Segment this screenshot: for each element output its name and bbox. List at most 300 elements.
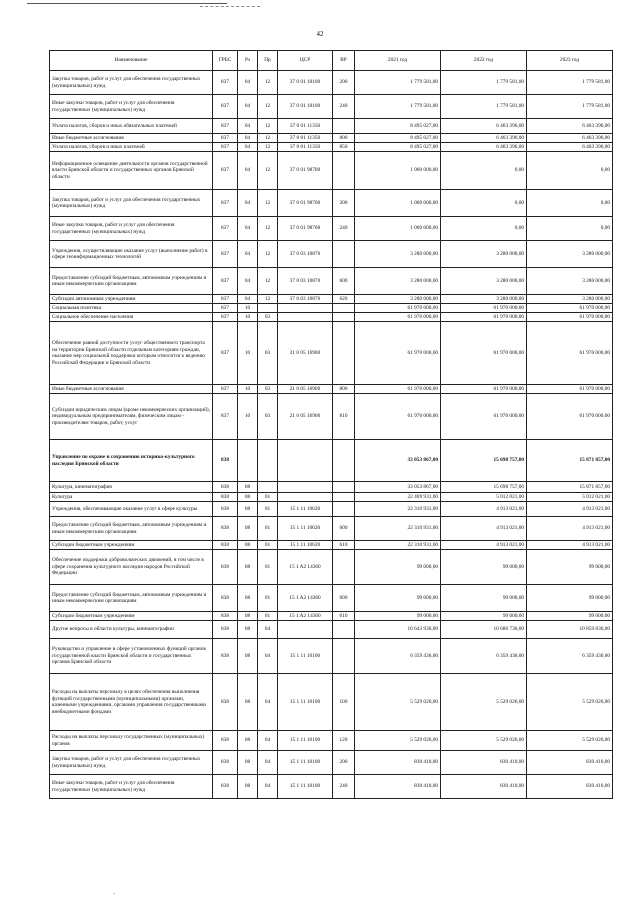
table-row (50, 268, 613, 295)
row-amount-2021: 99 000,00 (355, 612, 441, 621)
row-amount-2021: 22 310 931,00 (355, 541, 441, 550)
table-row (50, 612, 613, 621)
row-name: Расходы на выплаты персоналу в целях обеспечения выполнения функций государственными (муниципальными) органами, казенными учреждениями, органами управления государственными внебюджетными фондами (50, 674, 213, 731)
row-csr: 15 1 11 10100 (278, 674, 333, 731)
table-row (50, 304, 613, 313)
row-pr: 01 (258, 493, 278, 502)
row-csr: 15 1 11 10100 (278, 775, 333, 799)
row-amount-2023: 0,00 (527, 190, 613, 217)
row-amount-2022: 5 529 026,00 (441, 674, 527, 731)
row-amount-2021: 1 000 000,00 (355, 217, 441, 241)
row-vr: 620 (333, 295, 355, 304)
row-vr: 610 (333, 541, 355, 550)
header-name: Наименование (50, 51, 213, 71)
row-name: Иные бюджетные ассигнования (50, 385, 213, 394)
row-rz: 04 (238, 152, 258, 190)
row-pr: 04 (258, 639, 278, 674)
row-rz: 08 (238, 541, 258, 550)
row-csr: 37 0 01 98700 (278, 152, 333, 190)
row-grbs: 838 (213, 517, 238, 541)
row-rz: 08 (238, 517, 258, 541)
row-amount-2021: 33 053 867,00 (355, 482, 441, 493)
row-amount-2023: 3 280 000,00 (527, 241, 613, 268)
table-row (50, 517, 613, 541)
row-name: Иные закупки товаров, работ и услуг для обеспечения государственных (муниципальных) нужд (50, 775, 213, 799)
row-csr: 37 0 03 10870 (278, 241, 333, 268)
top-edge-dashed-rule (200, 6, 260, 7)
row-pr: 12 (258, 143, 278, 152)
row-pr: 04 (258, 621, 278, 639)
row-vr (333, 502, 355, 517)
row-amount-2022: 3 280 000,00 (441, 295, 527, 304)
row-name: Учреждения, обеспечивающие оказание услуг в сфере культуры (50, 502, 213, 517)
row-amount-2021: 1 000 000,00 (355, 152, 441, 190)
row-amount-2021: 830 410,00 (355, 775, 441, 799)
row-name: Уплата налогов, сборов и иных платежей (50, 143, 213, 152)
row-pr: 04 (258, 674, 278, 731)
row-amount-2021: 61 970 000,00 (355, 322, 441, 385)
row-csr: 37 0 01 11350 (278, 119, 333, 134)
table-row (50, 313, 613, 322)
row-amount-2022: 61 970 000,00 (441, 394, 527, 440)
row-amount-2023: 5 529 026,00 (527, 731, 613, 751)
row-grbs: 838 (213, 751, 238, 775)
table-row (50, 134, 613, 143)
row-vr: 240 (333, 775, 355, 799)
row-vr (333, 119, 355, 134)
row-grbs: 837 (213, 385, 238, 394)
row-name: Социальное обеспечение населения (50, 313, 213, 322)
row-vr (333, 322, 355, 385)
row-grbs: 838 (213, 493, 238, 502)
table-row (50, 639, 613, 674)
row-rz: 08 (238, 482, 258, 493)
row-pr: 03 (258, 322, 278, 385)
row-amount-2022: 6 359 436,00 (441, 639, 527, 674)
row-grbs: 837 (213, 304, 238, 313)
row-vr (333, 639, 355, 674)
row-amount-2023: 0,00 (527, 152, 613, 190)
row-grbs: 838 (213, 585, 238, 612)
row-amount-2022: 3 280 000,00 (441, 241, 527, 268)
row-pr: 01 (258, 517, 278, 541)
row-pr: 12 (258, 95, 278, 119)
row-name: Уплата налогов, сборов и иных обязательных платежей (50, 119, 213, 134)
row-amount-2023: 3 280 000,00 (527, 295, 613, 304)
row-csr: 21 0 05 16900 (278, 385, 333, 394)
row-amount-2022: 1 779 581,00 (441, 71, 527, 95)
row-vr (333, 152, 355, 190)
table-row (50, 585, 613, 612)
row-amount-2022: 61 970 000,00 (441, 385, 527, 394)
row-amount-2021: 3 280 000,00 (355, 241, 441, 268)
row-pr: 12 (258, 190, 278, 217)
table-row (50, 674, 613, 731)
row-rz: 04 (238, 295, 258, 304)
row-csr (278, 482, 333, 493)
row-grbs: 837 (213, 143, 238, 152)
row-amount-2022: 99 000,00 (441, 612, 527, 621)
row-amount-2023: 10 859 836,00 (527, 621, 613, 639)
row-grbs: 837 (213, 394, 238, 440)
row-pr (258, 304, 278, 313)
row-grbs: 837 (213, 268, 238, 295)
row-vr: 600 (333, 268, 355, 295)
row-amount-2023: 3 280 000,00 (527, 268, 613, 295)
row-rz: 10 (238, 385, 258, 394)
table-row (50, 241, 613, 268)
row-pr: 12 (258, 152, 278, 190)
row-amount-2021: 61 970 000,00 (355, 394, 441, 440)
row-csr: 15 1 11 10100 (278, 751, 333, 775)
table-row (50, 152, 613, 190)
row-rz: 04 (238, 241, 258, 268)
row-amount-2022: 61 970 000,00 (441, 322, 527, 385)
row-grbs: 837 (213, 119, 238, 134)
row-rz: 08 (238, 621, 258, 639)
row-amount-2021: 99 000,00 (355, 585, 441, 612)
row-csr: 15 1 11 10620 (278, 502, 333, 517)
row-vr: 610 (333, 612, 355, 621)
row-amount-2021: 3 280 000,00 (355, 268, 441, 295)
table-row (50, 482, 613, 493)
row-grbs: 837 (213, 217, 238, 241)
row-amount-2022: 6 463 396,00 (441, 119, 527, 134)
row-grbs: 837 (213, 134, 238, 143)
row-rz: 10 (238, 313, 258, 322)
table-row (50, 621, 613, 639)
budget-table (49, 50, 613, 799)
row-amount-2023: 4 913 021,00 (527, 502, 613, 517)
row-grbs: 838 (213, 674, 238, 731)
row-pr: 03 (258, 313, 278, 322)
row-rz (238, 440, 258, 482)
row-name: Управление по охране и сохранению историко-культурного наследия Брянской области (50, 440, 213, 482)
row-amount-2022: 4 913 021,00 (441, 541, 527, 550)
row-name: Предоставление субсидий бюджетным, автономным учреждениям и иным некоммерческим организациям (50, 585, 213, 612)
row-pr: 01 (258, 550, 278, 585)
row-amount-2021: 6 359 436,00 (355, 639, 441, 674)
row-csr: 15 1 11 10620 (278, 517, 333, 541)
header-year-2021: 2021 год (355, 51, 441, 71)
row-amount-2022: 6 463 396,00 (441, 134, 527, 143)
row-pr: 12 (258, 217, 278, 241)
row-grbs: 837 (213, 190, 238, 217)
row-amount-2023: 6 359 436,00 (527, 639, 613, 674)
row-amount-2023: 61 970 000,00 (527, 394, 613, 440)
table-row (50, 775, 613, 799)
row-rz: 10 (238, 394, 258, 440)
row-csr: 37 0 01 10100 (278, 95, 333, 119)
row-name: Иные бюджетные ассигнования (50, 134, 213, 143)
row-amount-2022: 1 779 581,00 (441, 95, 527, 119)
row-amount-2021: 5 529 026,00 (355, 674, 441, 731)
table-header-row (50, 51, 613, 71)
stray-mark: . (113, 887, 115, 896)
row-name: Культура (50, 493, 213, 502)
row-name: Закупка товаров, работ и услуг для обеспечения государственных (муниципальных) нужд (50, 71, 213, 95)
row-name: Культура, кинематография (50, 482, 213, 493)
row-name: Закупка товаров, работ и услуг для обеспечения государственных (муниципальных) нужд (50, 190, 213, 217)
row-csr: 15 1 11 10100 (278, 731, 333, 751)
row-name: Социальная политика (50, 304, 213, 313)
row-amount-2021: 8 495 027,00 (355, 143, 441, 152)
row-vr (333, 313, 355, 322)
row-grbs: 838 (213, 639, 238, 674)
row-vr: 240 (333, 95, 355, 119)
row-pr: 01 (258, 612, 278, 621)
header-rz: Рз (238, 51, 258, 71)
row-amount-2021: 99 000,00 (355, 550, 441, 585)
header-year-2023: 2023 год (527, 51, 613, 71)
row-name: Иные закупки товаров, работ и услуг для обеспечения государственных (муниципальных) нужд (50, 95, 213, 119)
row-name: Субсидии автономным учреждениям (50, 295, 213, 304)
row-csr: 15 1 11 10100 (278, 639, 333, 674)
row-name: Информационное освещение деятельности органов государственной власти Брянской области и государственных органов Брянской области (50, 152, 213, 190)
table-row (50, 119, 613, 134)
row-rz: 04 (238, 268, 258, 295)
row-csr: 37 0 01 98700 (278, 217, 333, 241)
row-vr: 120 (333, 731, 355, 751)
row-amount-2022: 61 970 000,00 (441, 304, 527, 313)
row-name: Другие вопросы в области культуры, кинематографии (50, 621, 213, 639)
row-grbs: 837 (213, 295, 238, 304)
row-amount-2023: 5 012 021,00 (527, 493, 613, 502)
row-amount-2021: 8 495 027,00 (355, 119, 441, 134)
row-pr: 12 (258, 268, 278, 295)
row-amount-2021: 3 280 000,00 (355, 295, 441, 304)
row-amount-2021: 1 000 000,00 (355, 190, 441, 217)
row-grbs: 837 (213, 313, 238, 322)
page-number: 42 (316, 30, 324, 38)
table-row (50, 541, 613, 550)
row-amount-2021: 10 643 936,00 (355, 621, 441, 639)
table-row (50, 502, 613, 517)
row-amount-2022: 830 410,00 (441, 751, 527, 775)
row-amount-2021: 22 310 931,00 (355, 517, 441, 541)
row-vr: 850 (333, 143, 355, 152)
row-amount-2023: 0,00 (527, 217, 613, 241)
row-amount-2023: 61 970 000,00 (527, 313, 613, 322)
row-grbs: 838 (213, 775, 238, 799)
row-amount-2022: 0,00 (441, 217, 527, 241)
row-grbs: 837 (213, 95, 238, 119)
header-csr: ЦСР (278, 51, 333, 71)
row-amount-2023: 830 410,00 (527, 775, 613, 799)
row-grbs: 838 (213, 482, 238, 493)
row-vr: 810 (333, 394, 355, 440)
row-amount-2021: 33 053 867,00 (355, 440, 441, 482)
row-rz: 10 (238, 322, 258, 385)
row-pr: 12 (258, 134, 278, 143)
row-csr: 15 1 A2 14360 (278, 550, 333, 585)
row-grbs: 838 (213, 621, 238, 639)
row-pr (258, 482, 278, 493)
row-vr: 600 (333, 585, 355, 612)
row-amount-2023: 5 529 026,00 (527, 674, 613, 731)
row-csr: 15 1 A2 14360 (278, 585, 333, 612)
row-name: Обеспечение равной доступности услуг общественного транспорта на территории Брянской области отдельным категориям граждан, оказание мер социальной поддержки которым относится к ведению Российской Федерации и Брянской области (50, 322, 213, 385)
row-vr: 100 (333, 674, 355, 731)
row-pr: 12 (258, 241, 278, 268)
row-amount-2021: 61 970 000,00 (355, 385, 441, 394)
row-csr: 21 0 05 16900 (278, 322, 333, 385)
row-pr: 12 (258, 119, 278, 134)
table-row (50, 217, 613, 241)
row-rz: 04 (238, 217, 258, 241)
row-grbs: 837 (213, 152, 238, 190)
row-rz: 08 (238, 751, 258, 775)
row-amount-2022: 4 913 021,00 (441, 502, 527, 517)
table-row (50, 190, 613, 217)
row-pr: 12 (258, 295, 278, 304)
row-amount-2023: 99 000,00 (527, 612, 613, 621)
row-vr (333, 621, 355, 639)
row-amount-2021: 22 310 931,00 (355, 502, 441, 517)
row-pr: 01 (258, 541, 278, 550)
row-vr: 800 (333, 385, 355, 394)
row-grbs: 837 (213, 241, 238, 268)
row-amount-2023: 6 463 396,00 (527, 134, 613, 143)
row-amount-2022: 99 000,00 (441, 550, 527, 585)
header-pr: Пр (258, 51, 278, 71)
row-amount-2023: 6 463 396,00 (527, 143, 613, 152)
row-amount-2022: 61 970 000,00 (441, 313, 527, 322)
row-amount-2021: 830 410,00 (355, 751, 441, 775)
row-name: Предоставление субсидий бюджетным, автономным учреждениям и иным некоммерческим организациям (50, 268, 213, 295)
row-vr: 200 (333, 751, 355, 775)
row-grbs: 838 (213, 612, 238, 621)
row-csr: 37 0 01 10100 (278, 71, 333, 95)
row-amount-2021: 8 495 027,00 (355, 134, 441, 143)
row-amount-2022: 830 410,00 (441, 775, 527, 799)
table-row (50, 394, 613, 440)
row-vr: 200 (333, 71, 355, 95)
row-amount-2022: 0,00 (441, 152, 527, 190)
row-grbs: 837 (213, 322, 238, 385)
row-amount-2022: 3 280 000,00 (441, 268, 527, 295)
row-amount-2022: 6 463 396,00 (441, 143, 527, 152)
row-grbs: 838 (213, 502, 238, 517)
row-rz: 08 (238, 550, 258, 585)
table-row (50, 550, 613, 585)
row-csr (278, 313, 333, 322)
row-csr: 37 0 03 10870 (278, 295, 333, 304)
row-amount-2022: 15 698 757,00 (441, 482, 527, 493)
row-grbs: 838 (213, 440, 238, 482)
table-row (50, 751, 613, 775)
row-amount-2023: 6 463 396,00 (527, 119, 613, 134)
row-vr (333, 304, 355, 313)
row-csr (278, 493, 333, 502)
table-row (50, 322, 613, 385)
row-grbs: 838 (213, 731, 238, 751)
row-rz: 08 (238, 493, 258, 502)
row-rz: 04 (238, 134, 258, 143)
row-csr: 37 0 01 11350 (278, 134, 333, 143)
row-amount-2022: 5 012 021,00 (441, 493, 527, 502)
row-rz: 08 (238, 674, 258, 731)
row-pr: 01 (258, 585, 278, 612)
row-csr: 15 1 11 10620 (278, 541, 333, 550)
row-amount-2021: 1 779 581,00 (355, 71, 441, 95)
row-rz: 04 (238, 119, 258, 134)
row-name: Обеспечение поддержки добровольческих движений, в том числе в сфере сохранения культурного наследия народов Российской Федерации (50, 550, 213, 585)
row-amount-2022: 15 698 757,00 (441, 440, 527, 482)
row-vr (333, 550, 355, 585)
row-name: Руководство и управление в сфере установленных функций органов государственной власти Брянской области и государственных органов Брянской области (50, 639, 213, 674)
row-rz: 08 (238, 612, 258, 621)
row-pr: 04 (258, 731, 278, 751)
row-amount-2023: 830 410,00 (527, 751, 613, 775)
row-pr: 04 (258, 751, 278, 775)
row-name: Субсидии бюджетным учреждениям (50, 541, 213, 550)
row-grbs: 838 (213, 550, 238, 585)
row-amount-2022: 4 913 021,00 (441, 517, 527, 541)
header-vr: ВР (333, 51, 355, 71)
table-row (50, 295, 613, 304)
table-row (50, 385, 613, 394)
row-amount-2023: 61 970 000,00 (527, 304, 613, 313)
row-amount-2021: 5 529 026,00 (355, 731, 441, 751)
row-amount-2023: 1 779 581,00 (527, 71, 613, 95)
row-grbs: 837 (213, 71, 238, 95)
row-amount-2021: 61 970 000,00 (355, 313, 441, 322)
row-amount-2023: 15 871 857,00 (527, 440, 613, 482)
table-row (50, 95, 613, 119)
row-amount-2021: 1 779 581,00 (355, 95, 441, 119)
row-vr (333, 241, 355, 268)
row-pr: 04 (258, 775, 278, 799)
row-amount-2023: 4 913 021,00 (527, 541, 613, 550)
row-amount-2022: 10 686 736,00 (441, 621, 527, 639)
row-vr (333, 482, 355, 493)
row-name: Субсидии юридическим лицам (кроме некоммерческих организаций), индивидуальным предпринимателям, физическим лицам - производителям товаров, работ, услуг (50, 394, 213, 440)
row-pr: 03 (258, 394, 278, 440)
row-name: Учреждения, осуществляющие оказание услуг (выполнение работ) в сфере геоинформационных технологий (50, 241, 213, 268)
table-row (50, 143, 613, 152)
row-csr: 37 0 03 10870 (278, 268, 333, 295)
row-vr: 800 (333, 134, 355, 143)
row-amount-2023: 61 970 000,00 (527, 322, 613, 385)
row-rz: 04 (238, 143, 258, 152)
row-rz: 08 (238, 502, 258, 517)
row-pr (258, 440, 278, 482)
row-pr: 12 (258, 71, 278, 95)
header-year-2022: 2022 год (441, 51, 527, 71)
row-name: Иные закупки товаров, работ и услуг для обеспечения государственных (муниципальных) нужд (50, 217, 213, 241)
header-grbs: ГРБС (213, 51, 238, 71)
row-name: Субсидии бюджетным учреждениям (50, 612, 213, 621)
row-csr: 15 1 A2 14360 (278, 612, 333, 621)
row-amount-2023: 15 871 857,00 (527, 482, 613, 493)
row-csr: 21 0 05 16900 (278, 394, 333, 440)
row-csr (278, 621, 333, 639)
row-rz: 04 (238, 71, 258, 95)
row-vr (333, 440, 355, 482)
row-name: Предоставление субсидий бюджетным, автономным учреждениям и иным некоммерческим организациям (50, 517, 213, 541)
row-rz: 08 (238, 731, 258, 751)
table-row (50, 731, 613, 751)
row-vr (333, 493, 355, 502)
row-grbs: 838 (213, 541, 238, 550)
row-amount-2023: 99 000,00 (527, 585, 613, 612)
row-name: Расходы на выплаты персоналу государственных (муниципальных) органов (50, 731, 213, 751)
row-vr: 240 (333, 217, 355, 241)
row-vr: 600 (333, 517, 355, 541)
row-amount-2023: 4 913 021,00 (527, 517, 613, 541)
table-row (50, 493, 613, 502)
